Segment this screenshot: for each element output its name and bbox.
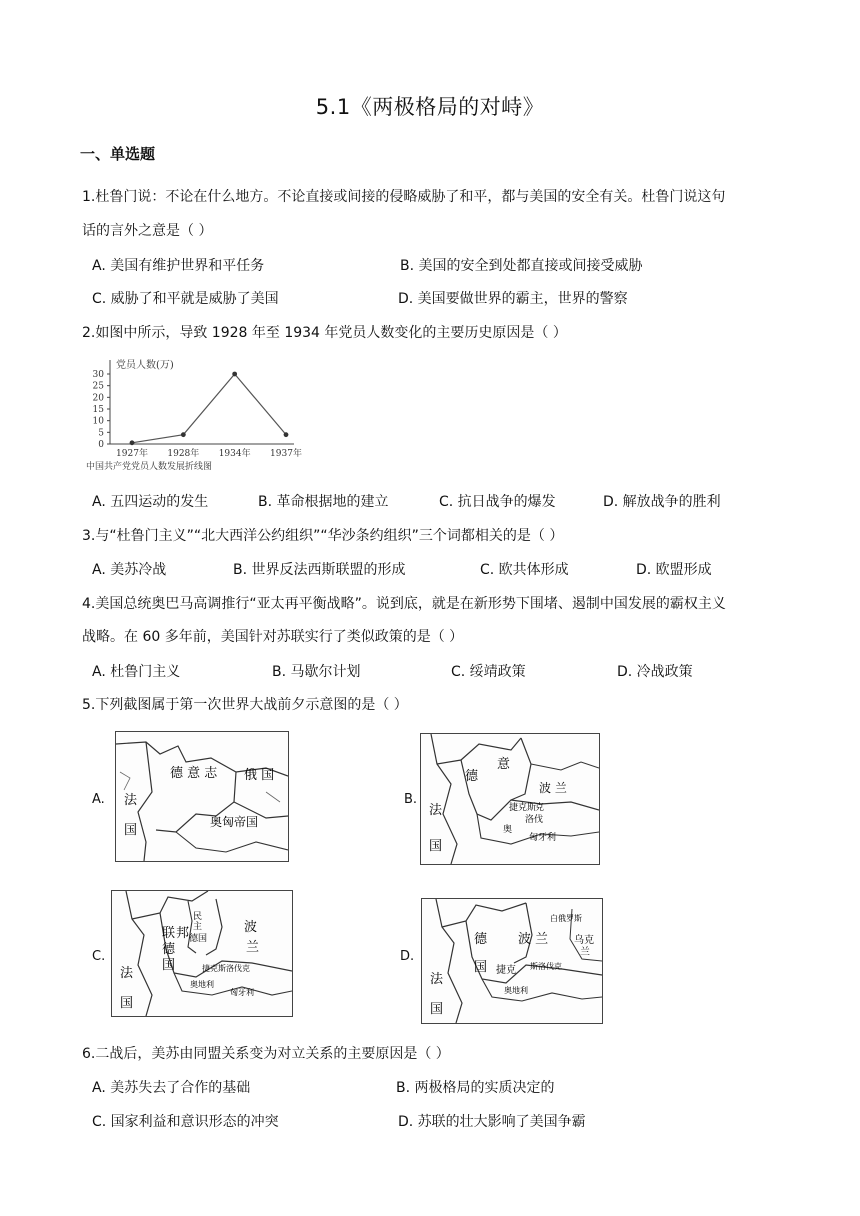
q3-option-d[interactable]: D. 欧盟形成: [636, 562, 712, 578]
page-title: 5.1《两极格局的对峙》: [315, 95, 545, 119]
q5-option-d[interactable]: D.: [400, 949, 415, 964]
map-d-label: 国: [430, 1002, 444, 1017]
q2-option-c[interactable]: C. 抗日战争的爆发: [439, 494, 556, 510]
map-b-label: 奥: [503, 825, 513, 835]
map-b-label: 洛伐: [525, 815, 544, 825]
q2-option-b[interactable]: B. 革命根据地的建立: [258, 494, 389, 510]
y-tick-label: 15: [92, 405, 104, 415]
y-tick-label: 30: [92, 370, 104, 380]
map-b-label: 国: [429, 839, 443, 854]
q1-option-d[interactable]: D. 美国要做世界的霸主，世界的警察: [398, 291, 628, 307]
map-d-label: 法: [430, 972, 444, 987]
q4-option-a[interactable]: A. 杜鲁门主义: [92, 664, 181, 680]
map-d-label: 德: [474, 932, 488, 947]
map-d-label: 白俄罗斯: [550, 914, 582, 923]
map-c-label: 德: [162, 942, 176, 957]
map-c-label: 波: [244, 920, 258, 935]
map-b-label: 捷克斯: [509, 803, 537, 813]
q1-option-c[interactable]: C. 威胁了和平就是威胁了美国: [92, 291, 279, 307]
map-c-label: 主: [193, 922, 203, 932]
q5-option-c[interactable]: C.: [92, 949, 106, 964]
map-c-label: 德国: [189, 934, 208, 944]
q3-option-b[interactable]: B. 世界反法西斯联盟的形成: [233, 562, 406, 578]
x-tick-label: 1937年: [270, 449, 302, 459]
map-c: [111, 890, 293, 1017]
party-members-chart: [84, 352, 314, 478]
data-point: [181, 432, 186, 437]
q3-option-c[interactable]: C. 欧共体形成: [480, 562, 569, 578]
q3-option-a[interactable]: A. 美苏冷战: [92, 562, 167, 578]
map-b-label: 意: [497, 757, 511, 772]
y-tick-label: 20: [92, 393, 104, 404]
y-tick-label: 10: [92, 416, 104, 427]
q6-option-b[interactable]: B. 两极格局的实质决定的: [396, 1080, 555, 1096]
q4-stem-line2: 战略。在 60 多年前，美国针对苏联实行了类似政策的是（ ）: [82, 629, 464, 645]
map-d-label: 乌克: [574, 935, 594, 946]
q5-option-b[interactable]: B.: [404, 792, 418, 807]
q6-option-d[interactable]: D. 苏联的壮大影响了美国争霸: [398, 1114, 586, 1130]
q2-option-a[interactable]: A. 五四运动的发生: [92, 494, 209, 510]
x-tick-label: 1927年: [116, 449, 148, 459]
chart-title: 党员人数(万): [116, 360, 174, 371]
y-tick-label: 25: [92, 381, 104, 392]
q6-stem: 6.二战后，美苏由同盟关系变为对立关系的主要原因是（ ）: [82, 1046, 450, 1062]
map-a-label: 俄 国: [244, 768, 275, 783]
series-line: [132, 374, 286, 443]
map-d-label: 斯洛伐克: [530, 962, 562, 971]
map-d-label: 波 兰: [518, 932, 549, 947]
map-a-label: 奥匈帝国: [210, 815, 259, 829]
q2-option-d[interactable]: D. 解放战争的胜利: [603, 494, 721, 510]
map-c-label: 兰: [246, 940, 260, 955]
map-a-label: 法: [124, 793, 138, 808]
map-c-label: 联: [162, 926, 176, 941]
q3-stem: 3.与“杜鲁门主义”“北大西洋公约组织”“华沙条约组织”三个词都相关的是（ ）: [82, 528, 564, 544]
q2-stem: 2.如图中所示，导致 1928 年至 1934 年党员人数变化的主要历史原因是（ ）: [82, 325, 567, 341]
q1-stem-line1: 1.杜鲁门说：不论在什么地方。不论直接或间接的侵略威胁了和平，都与美国的安全有关。杜鲁门说这句: [82, 189, 726, 205]
map-d-label: 国: [474, 960, 488, 975]
map-a-label: 德 意 志: [170, 766, 218, 781]
q1-option-a[interactable]: A. 美国有维护世界和平任务: [92, 258, 265, 274]
map-c-label: 民: [193, 912, 203, 922]
q4-stem-line1: 4.美国总统奥巴马高调推行“亚太再平衡战略”。说到底，就是在新形势下围堵、遏制中国发展的霸权主义: [82, 596, 726, 612]
q6-option-c[interactable]: C. 国家利益和意识形态的冲突: [92, 1114, 279, 1130]
map-b-label: 匈牙利: [529, 833, 557, 843]
map-d-label: 捷克: [496, 965, 516, 976]
q5-stem: 5.下列截图属于第一次世界大战前夕示意图的是（ ）: [82, 697, 408, 713]
map-c-label: 捷克斯洛伐克: [202, 964, 250, 973]
map-d: [421, 898, 603, 1024]
data-point: [232, 372, 237, 377]
x-tick-label: 1934年: [218, 449, 251, 459]
q4-option-c[interactable]: C. 绥靖政策: [451, 664, 526, 680]
map-c-label: 邦: [176, 926, 190, 941]
map-c-label: 国: [120, 996, 134, 1011]
map-c-label: 法: [120, 966, 134, 981]
map-d-label: 兰: [580, 947, 590, 958]
map-a: [115, 731, 289, 862]
map-b-label: 德: [465, 769, 479, 784]
y-tick-label: 0: [98, 440, 104, 450]
map-d-label: 奥地利: [504, 986, 528, 995]
q6-option-a[interactable]: A. 美苏失去了合作的基础: [92, 1080, 251, 1096]
q4-option-d[interactable]: D. 冷战政策: [617, 664, 693, 680]
y-tick-label: 5: [98, 428, 104, 439]
map-b-label: 波 兰: [539, 781, 567, 795]
map-a-label: 国: [124, 823, 138, 838]
map-b-label: 克: [535, 803, 545, 813]
data-point: [284, 432, 289, 437]
map-c-label: 匈牙利: [230, 988, 254, 997]
q1-stem-line2: 话的言外之意是（ ）: [82, 223, 213, 239]
map-b: [420, 733, 600, 865]
q1-option-b[interactable]: B. 美国的安全到处都直接或间接受威胁: [400, 258, 643, 274]
map-c-label: 国: [162, 958, 176, 973]
q4-option-b[interactable]: B. 马歇尔计划: [272, 664, 361, 680]
map-b-label: 法: [429, 803, 443, 818]
section-heading: 一、单选题: [80, 145, 156, 163]
chart-caption: 中国共产党党员人数发展折线图: [86, 462, 213, 472]
data-point: [130, 440, 135, 445]
q5-option-a[interactable]: A.: [92, 792, 105, 807]
x-tick-label: 1928年: [167, 449, 200, 459]
map-c-label: 奥地利: [190, 980, 214, 989]
